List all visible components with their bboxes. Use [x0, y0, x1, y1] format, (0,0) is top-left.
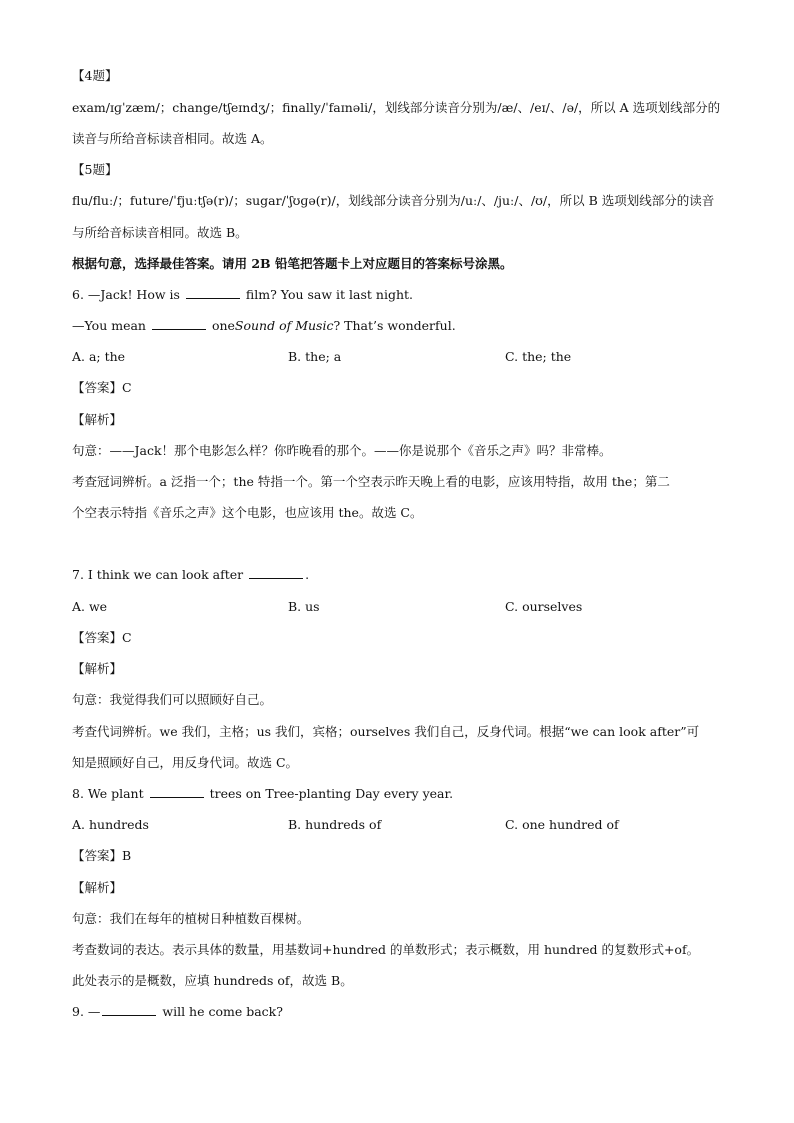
q8-answer: 【答案】B	[72, 848, 132, 863]
q8-stem-part2: trees on Tree-planting Day every year.	[209, 786, 454, 801]
q7-stem-part1: 7. I think we can look after	[72, 567, 244, 582]
q8-stem	[72, 786, 453, 802]
q9-stem-part1: 9. —	[72, 1004, 101, 1019]
q8-analysis-header: 【解析】	[72, 880, 123, 895]
q8-analysis-line1: 句意：我们在每年的植树日种植数百棵树。	[72, 911, 310, 926]
q8-option-c: C. one hundred of	[505, 817, 619, 832]
q6-stem-line1	[72, 287, 413, 303]
q5-explanation-line1: flu/fluː/；future/ˈfjuːtʃə(r)/；sugar/ˈʃʊɡə(r)/，划线部分读音分别为/uː/、/juː/、/ʊ/，所以 B 选项划线部分的读音	[72, 193, 715, 208]
answer-blank	[249, 568, 303, 579]
q7-analysis-line3: 知是照顾好自己，用反身代词。故选 C。	[72, 755, 299, 770]
answer-blank	[150, 787, 204, 798]
q6-film-title: Sound of Music	[234, 318, 334, 333]
q7-stem-part2: .	[305, 567, 310, 582]
q6-option-b: B. the; a	[288, 349, 342, 364]
q6-option-a: A. a; the	[72, 349, 126, 364]
q6-analysis-line2: 考查冠词辨析。a 泛指一个；the 特指一个。第一个空表示昨天晚上看的电影，应该用特指，故用 the；第二	[72, 474, 670, 489]
q5-explanation-line2: 与所给音标读音相同。故选 B。	[72, 225, 248, 240]
q6-stem2-part2: one	[211, 318, 235, 333]
q4-explanation-line2: 读音与所给音标读音相同。故选 A。	[72, 131, 273, 146]
q7-stem	[72, 567, 309, 583]
q7-option-a: A. we	[72, 599, 108, 614]
q6-analysis-line1: 句意：——Jack！那个电影怎么样？你昨晚看的那个。——你是说那个《音乐之声》吗？非常棒。	[72, 443, 612, 458]
q7-analysis-header: 【解析】	[72, 661, 123, 676]
q7-analysis-line1: 句意：我觉得我们可以照顾好自己。	[72, 692, 273, 707]
answer-blank	[186, 288, 240, 299]
q6-stem2-part1: —You mean	[72, 318, 146, 333]
answer-blank	[152, 319, 206, 330]
q6-stem-part2: film? You saw it last night.	[245, 287, 413, 302]
q6-stem-line2	[72, 318, 456, 334]
q4-explanation-line1: exam/ɪɡˈzæm/；change/tʃeɪndʒ/；finally/ˈfaɪnəli/，划线部分读音分别为/æ/、/eɪ/、/ə/，所以 A 选项划线部分的	[72, 100, 721, 115]
q7-analysis-line2: 考查代词辨析。we 我们，主格；us 我们，宾格；ourselves 我们自己，反身代词。根据“we can look after”可	[72, 724, 700, 739]
q6-answer: 【答案】C	[72, 380, 132, 395]
section-instruction: 根据句意，选择最佳答案。请用 2B 铅笔把答题卡上对应题目的答案标号涂黑。	[72, 256, 513, 271]
q6-analysis-header: 【解析】	[72, 412, 123, 427]
q6-option-c: C. the; the	[505, 349, 572, 364]
q7-option-c: C. ourselves	[505, 599, 583, 614]
q8-analysis-line3: 此处表示的是概数，应填 hundreds of，故选 B。	[72, 973, 353, 988]
q6-stem2-part3: ? That’s wonderful.	[333, 318, 456, 333]
q6-stem-part1: 6. —Jack! How is	[72, 287, 180, 302]
q8-option-a: A. hundreds	[72, 817, 149, 832]
q4-header: 【4题】	[72, 68, 118, 83]
q8-option-b: B. hundreds of	[288, 817, 382, 832]
q6-analysis-line3: 个空表示特指《音乐之声》这个电影，也应该用 the。故选 C。	[72, 505, 423, 520]
answer-blank	[102, 1005, 156, 1016]
q7-option-b: B. us	[288, 599, 320, 614]
q8-analysis-line2: 考查数词的表达。表示具体的数量，用基数词+hundred 的单数形式；表示概数，用 hundred 的复数形式+of。	[72, 942, 700, 957]
q8-stem-part1: 8. We plant	[72, 786, 144, 801]
q9-stem-part2: will he come back?	[162, 1004, 283, 1019]
q7-answer: 【答案】C	[72, 630, 132, 645]
q9-stem	[72, 1004, 283, 1020]
q5-header: 【5题】	[72, 162, 118, 177]
